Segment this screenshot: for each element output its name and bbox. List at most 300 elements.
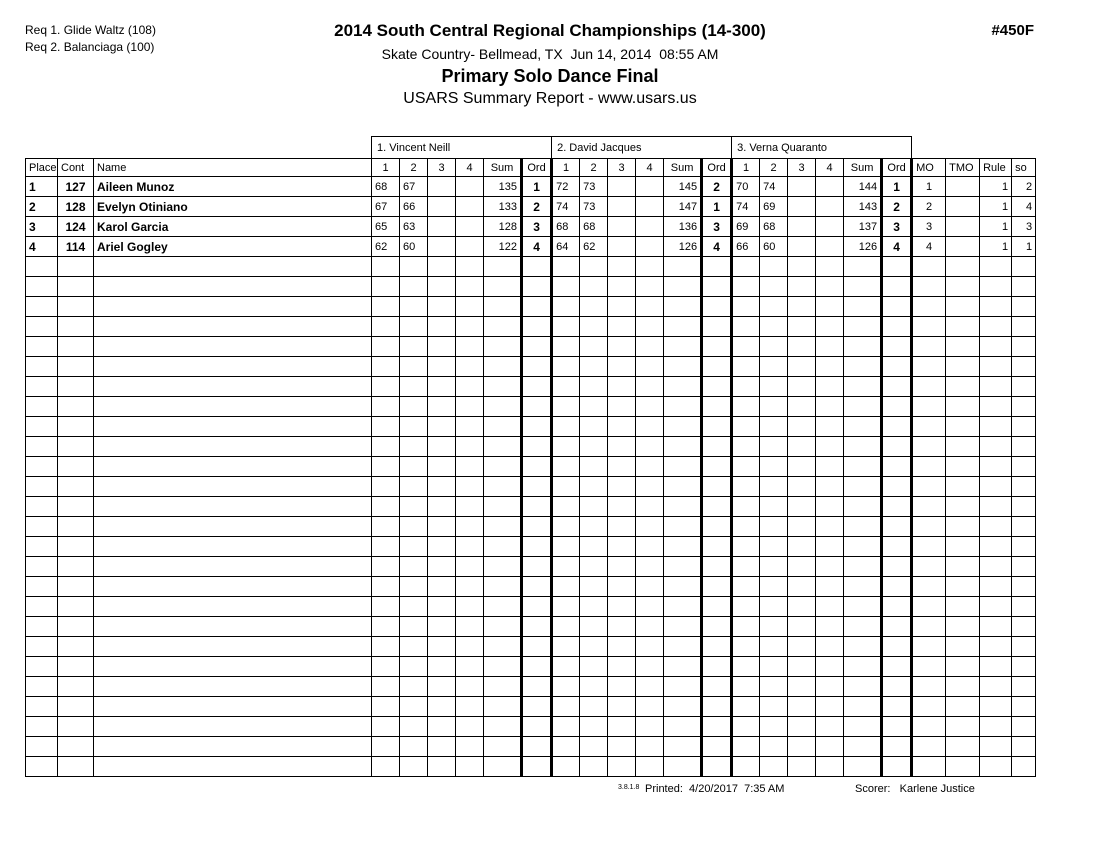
col-header-rule: Rule [980,159,1012,177]
empty-cell [912,657,946,677]
empty-cell [760,317,788,337]
empty-cell [844,257,882,277]
sum-cell: 143 [844,197,882,217]
empty-cell [580,577,608,597]
empty-cell [760,437,788,457]
empty-cell [816,537,844,557]
empty-cell [400,737,428,757]
empty-cell [732,357,760,377]
empty-cell [428,557,456,577]
empty-cell [58,277,94,297]
empty-cell [980,637,1012,657]
empty-cell [522,377,552,397]
empty-cell [400,437,428,457]
judge-name-cell: 1. Vincent Neill [372,137,552,159]
empty-cell [608,257,636,277]
empty-cell [580,457,608,477]
empty-cell [608,757,636,777]
empty-cell [26,537,58,557]
sum-cell: 147 [664,197,702,217]
rule-cell: 1 [980,237,1012,257]
empty-cell [372,257,400,277]
ordinal-cell: 3 [522,217,552,237]
empty-cell [882,297,912,317]
empty-cell [912,557,946,577]
empty-cell [552,677,580,697]
empty-cell [400,517,428,537]
empty-cell [552,597,580,617]
empty-cell [372,437,400,457]
empty-cell [702,677,732,697]
empty-cell [788,517,816,537]
ordinal-cell: 3 [882,217,912,237]
event-title: Primary Solo Dance Final [441,66,659,86]
empty-cell [760,477,788,497]
empty-cell [608,677,636,697]
empty-cell [946,697,980,717]
empty-row [26,757,1036,777]
empty-cell [522,697,552,717]
empty-cell [484,477,522,497]
empty-cell [522,537,552,557]
mark-cell [428,237,456,257]
empty-cell [732,577,760,597]
empty-cell [428,257,456,277]
empty-cell [882,437,912,457]
empty-cell [26,397,58,417]
mark-cell: 66 [400,197,428,217]
empty-cell [552,397,580,417]
sum-cell: 137 [844,217,882,237]
empty-cell [844,417,882,437]
mo-cell: 3 [912,217,946,237]
empty-cell [552,517,580,537]
empty-cell [788,557,816,577]
empty-cell [552,757,580,777]
empty-cell [912,437,946,457]
column-header-row [26,159,1036,177]
required-dance-2: Req 2. Balanciaga (100) [25,40,155,54]
empty-row [26,697,1036,717]
empty-cell [844,337,882,357]
empty-cell [912,337,946,357]
empty-cell [816,677,844,697]
empty-cell [580,537,608,557]
empty-cell [844,577,882,597]
empty-cell [94,577,372,597]
empty-cell [94,697,372,717]
empty-cell [946,657,980,677]
empty-cell [760,257,788,277]
empty-cell [664,477,702,497]
empty-cell [882,277,912,297]
empty-cell [788,737,816,757]
empty-row [26,737,1036,757]
empty-cell [732,397,760,417]
empty-cell [980,597,1012,617]
empty-cell [428,637,456,657]
empty-cell [912,617,946,637]
empty-cell [456,657,484,677]
empty-cell [400,357,428,377]
empty-cell [26,477,58,497]
empty-row [26,537,1036,557]
empty-cell [844,517,882,537]
empty-cell [372,577,400,597]
empty-cell [372,657,400,677]
empty-cell [94,417,372,437]
empty-cell [58,337,94,357]
empty-cell [94,597,372,617]
empty-row [26,297,1036,317]
empty-cell [946,437,980,457]
ordinal-cell: 4 [522,237,552,257]
empty-cell [456,497,484,517]
mark-cell [636,197,664,217]
col-header-mark: 1 [732,159,760,177]
empty-cell [636,497,664,517]
result-row [26,177,1036,197]
empty-cell [636,477,664,497]
empty-cell [844,497,882,517]
empty-cell [816,477,844,497]
empty-cell [456,417,484,437]
col-header-mark: 2 [580,159,608,177]
sum-cell: 126 [844,237,882,257]
empty-cell [732,437,760,457]
col-header-mark: 3 [788,159,816,177]
empty-cell [882,657,912,677]
results-table-wrap [25,136,1036,777]
empty-cell [456,537,484,557]
empty-cell [58,437,94,457]
empty-cell [26,717,58,737]
empty-cell [816,497,844,517]
empty-cell [26,417,58,437]
empty-cell [26,377,58,397]
empty-cell [636,717,664,737]
empty-cell [702,597,732,617]
empty-cell [844,677,882,697]
empty-cell [428,757,456,777]
empty-cell [882,477,912,497]
sum-cell: 128 [484,217,522,237]
contestant-number-cell: 128 [58,197,94,217]
empty-cell [980,577,1012,597]
scorer-label: Scorer: [855,783,891,795]
empty-cell [882,357,912,377]
mark-cell [456,217,484,237]
empty-cell [522,637,552,657]
empty-cell [484,257,522,277]
empty-cell [912,497,946,517]
empty-cell [636,737,664,757]
empty-cell [664,437,702,457]
empty-cell [788,697,816,717]
empty-cell [760,417,788,437]
empty-cell [608,517,636,537]
empty-cell [94,377,372,397]
empty-cell [484,537,522,557]
empty-cell [702,537,732,557]
empty-row [26,517,1036,537]
empty-cell [844,357,882,377]
empty-cell [456,697,484,717]
empty-cell [484,557,522,577]
empty-cell [456,757,484,777]
empty-cell [94,617,372,637]
empty-cell [732,717,760,737]
empty-cell [788,717,816,737]
empty-cell [912,537,946,557]
contestant-number-cell: 124 [58,217,94,237]
empty-cell [1012,437,1036,457]
empty-cell [702,737,732,757]
col-header-mark: 4 [636,159,664,177]
empty-cell [484,417,522,437]
mark-cell: 69 [760,197,788,217]
empty-cell [732,477,760,497]
empty-cell [664,557,702,577]
empty-cell [882,697,912,717]
empty-cell [26,297,58,317]
empty-cell [844,637,882,657]
empty-cell [788,597,816,617]
empty-cell [428,377,456,397]
empty-cell [702,257,732,277]
tmo-cell [946,197,980,217]
empty-cell [816,457,844,477]
empty-cell [788,297,816,317]
empty-cell [26,277,58,297]
empty-cell [980,377,1012,397]
col-header-ord: Ord [702,159,732,177]
empty-cell [664,257,702,277]
empty-cell [580,637,608,657]
empty-cell [552,377,580,397]
empty-cell [980,697,1012,717]
empty-cell [912,737,946,757]
tmo-cell [946,177,980,197]
empty-cell [664,677,702,697]
empty-cell [94,557,372,577]
empty-cell [608,317,636,337]
empty-cell [946,737,980,757]
empty-cell [980,557,1012,577]
mark-cell [428,197,456,217]
empty-cell [844,297,882,317]
empty-cell [636,517,664,537]
empty-cell [484,577,522,597]
empty-cell [980,457,1012,477]
mark-cell [636,177,664,197]
empty-cell [732,277,760,297]
empty-cell [882,497,912,517]
empty-cell [1012,657,1036,677]
empty-cell [552,577,580,597]
empty-cell [608,637,636,657]
empty-cell [788,577,816,597]
empty-cell [636,617,664,637]
empty-cell [58,617,94,637]
mark-cell: 68 [580,217,608,237]
empty-cell [636,757,664,777]
empty-cell [428,417,456,437]
empty-cell [702,497,732,517]
empty-cell [788,397,816,417]
empty-cell [816,317,844,337]
empty-cell [882,737,912,757]
empty-cell [664,397,702,417]
mark-cell [428,217,456,237]
mark-cell [608,197,636,217]
empty-cell [522,737,552,757]
empty-cell [788,757,816,777]
empty-cell [816,757,844,777]
empty-row [26,657,1036,677]
empty-cell [636,657,664,677]
empty-cell [1012,497,1036,517]
empty-cell [1012,737,1036,757]
mark-cell: 67 [372,197,400,217]
empty-cell [1012,517,1036,537]
empty-row [26,377,1036,397]
empty-cell [664,277,702,297]
result-row [26,217,1036,237]
empty-cell [788,677,816,697]
empty-cell [608,557,636,577]
empty-cell [580,677,608,697]
empty-cell [946,477,980,497]
empty-cell [844,757,882,777]
empty-cell [882,337,912,357]
empty-cell [400,397,428,417]
sum-cell: 133 [484,197,522,217]
empty-cell [664,537,702,557]
empty-cell [636,357,664,377]
empty-cell [580,557,608,577]
empty-cell [702,437,732,457]
empty-row [26,397,1036,417]
empty-cell [400,537,428,557]
empty-cell [484,657,522,677]
ordinal-cell: 2 [702,177,732,197]
col-header-name: Name [94,159,372,177]
empty-cell [702,397,732,417]
empty-cell [456,517,484,537]
empty-cell [580,717,608,737]
empty-cell [664,597,702,617]
empty-cell [1012,457,1036,477]
empty-cell [980,737,1012,757]
judge-name-cell: 2. David Jacques [552,137,732,159]
empty-cell [816,297,844,317]
empty-cell [732,617,760,637]
empty-cell [664,377,702,397]
empty-cell [636,317,664,337]
empty-cell [844,697,882,717]
venue-datetime: Skate Country- Bellmead, TX Jun 14, 2014 08:55 AM [381,46,719,62]
empty-cell [58,637,94,657]
mark-cell: 67 [400,177,428,197]
empty-cell [702,337,732,357]
empty-cell [636,397,664,417]
empty-cell [980,617,1012,637]
mark-cell: 65 [372,217,400,237]
empty-cell [760,357,788,377]
empty-cell [94,457,372,477]
mo-cell: 1 [912,177,946,197]
empty-cell [702,637,732,657]
empty-cell [664,717,702,737]
empty-cell [882,617,912,637]
empty-cell [58,577,94,597]
empty-cell [372,677,400,697]
empty-cell [760,297,788,317]
empty-cell [1012,717,1036,737]
ordinal-cell: 1 [702,197,732,217]
empty-cell [372,637,400,657]
empty-cell [552,697,580,717]
col-header-sum: Sum [844,159,882,177]
empty-cell [400,477,428,497]
empty-cell [946,617,980,637]
ordinal-cell: 1 [522,177,552,197]
empty-cell [428,597,456,617]
empty-cell [788,537,816,557]
empty-cell [552,497,580,517]
empty-cell [664,417,702,437]
empty-cell [946,297,980,317]
empty-cell [882,517,912,537]
empty-cell [980,657,1012,677]
empty-cell [94,337,372,357]
empty-cell [456,617,484,637]
mark-cell [788,237,816,257]
empty-cell [484,757,522,777]
empty-cell [372,737,400,757]
place-cell: 2 [26,197,58,217]
empty-cell [980,337,1012,357]
mark-cell: 68 [760,217,788,237]
empty-cell [522,437,552,457]
empty-cell [372,697,400,717]
empty-cell [428,457,456,477]
empty-cell [816,597,844,617]
empty-cell [580,257,608,277]
col-header-mark: 4 [456,159,484,177]
empty-cell [456,557,484,577]
empty-cell [428,277,456,297]
empty-cell [912,757,946,777]
ordinal-cell: 1 [882,177,912,197]
empty-cell [428,657,456,677]
empty-cell [912,397,946,417]
empty-cell [882,637,912,657]
empty-cell [26,557,58,577]
empty-cell [94,317,372,337]
empty-cell [788,437,816,457]
empty-cell [400,457,428,477]
empty-cell [372,597,400,617]
ordinal-cell: 4 [882,237,912,257]
empty-cell [912,417,946,437]
empty-row [26,597,1036,617]
empty-cell [980,497,1012,517]
empty-cell [58,477,94,497]
empty-cell [94,357,372,377]
empty-cell [522,757,552,777]
